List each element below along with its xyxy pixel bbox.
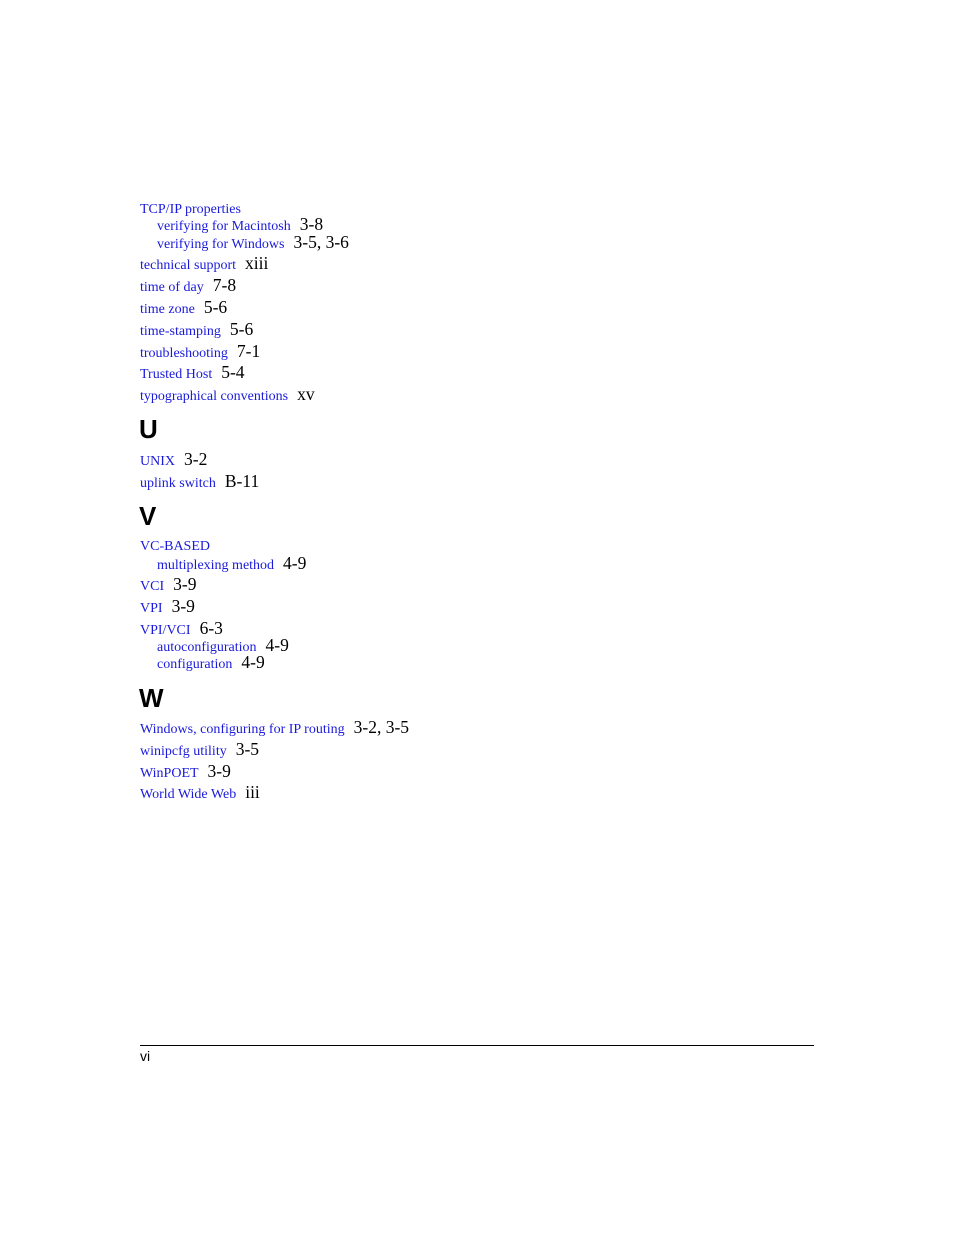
- index-term-link[interactable]: troubleshooting: [140, 346, 228, 361]
- page-reference: 5-4: [221, 362, 245, 382]
- index-term-link[interactable]: WinPOET: [140, 766, 199, 781]
- page-reference: 4-9: [241, 652, 265, 672]
- index-term-link[interactable]: verifying for Windows: [157, 237, 285, 252]
- index-subentry: [157, 234, 349, 252]
- footer-divider: [140, 1045, 814, 1046]
- page-number: vi: [140, 1048, 151, 1064]
- page-reference: 3-8: [299, 214, 324, 234]
- index-subentry: [157, 637, 289, 655]
- index-entry: [140, 451, 207, 469]
- index-term-link[interactable]: VC-BASED: [140, 539, 211, 554]
- index-subentry: [157, 654, 265, 672]
- index-entry: [140, 473, 259, 491]
- page-reference: xiii: [245, 253, 269, 273]
- index-term-link[interactable]: UNIX: [140, 454, 175, 469]
- section-letter-w: W: [139, 683, 164, 713]
- index-entry: [140, 538, 210, 554]
- index-entry: [140, 277, 236, 295]
- index-entry: [140, 741, 259, 759]
- index-entry: [140, 343, 260, 361]
- index-term-link[interactable]: World Wide Web: [140, 787, 237, 802]
- index-entry: [140, 784, 260, 802]
- index-entry: [140, 763, 231, 781]
- index-entry: [140, 201, 241, 217]
- index-term-link[interactable]: VPI: [140, 601, 163, 616]
- index-term-link[interactable]: verifying for Macintosh: [157, 219, 291, 234]
- index-term-link[interactable]: Trusted Host: [140, 367, 213, 382]
- index-entry: [140, 576, 196, 594]
- index-term-link[interactable]: technical support: [140, 258, 237, 273]
- page-reference: 6-3: [199, 618, 223, 638]
- index-term-link[interactable]: typographical conventions: [140, 389, 289, 404]
- page-reference: 5-6: [203, 297, 228, 317]
- index-term-link[interactable]: time zone: [140, 302, 195, 317]
- index-entry: [140, 719, 409, 737]
- page-reference: xv: [297, 384, 315, 404]
- index-term-link[interactable]: multiplexing method: [157, 558, 275, 573]
- index-term-link[interactable]: autoconfiguration: [157, 640, 257, 655]
- section-letter-v: V: [139, 501, 157, 531]
- index-entry: [140, 620, 223, 638]
- index-term-link[interactable]: winipcfg utility: [140, 744, 227, 759]
- index-term-link[interactable]: TCP/IP properties: [140, 202, 241, 217]
- index-term-link[interactable]: Windows, configuring for IP routing: [140, 722, 345, 737]
- page-reference: 3-9: [173, 574, 197, 594]
- page-reference: iii: [245, 782, 260, 802]
- index-term-link[interactable]: VCI: [140, 579, 165, 594]
- index-term-link[interactable]: VPI/VCI: [140, 623, 191, 638]
- index-entry: [140, 299, 227, 317]
- index-subentry: [157, 555, 306, 573]
- page-reference: 5-6: [229, 319, 254, 339]
- section-letter-u: U: [139, 414, 158, 444]
- page-reference: 3-5, 3-6: [293, 232, 349, 252]
- page-reference: 3-2, 3-5: [353, 717, 410, 737]
- index-entry: [140, 386, 315, 404]
- page-reference: 3-9: [207, 761, 231, 781]
- page-reference: 3-2: [184, 449, 208, 469]
- index-term-link[interactable]: uplink switch: [140, 476, 216, 491]
- page-reference: 3-5: [235, 739, 260, 759]
- index-entry: [140, 364, 245, 382]
- page-reference: 3-9: [171, 596, 195, 616]
- page-reference: 7-8: [212, 275, 237, 295]
- index-entry: [140, 321, 253, 339]
- page-reference: 4-9: [265, 635, 289, 655]
- index-term-link[interactable]: configuration: [157, 657, 233, 672]
- index-term-link[interactable]: time of day: [140, 280, 204, 295]
- index-term-link[interactable]: time-stamping: [140, 324, 221, 339]
- page-reference: B-11: [224, 471, 260, 491]
- index-entry: [140, 255, 268, 273]
- index-entry: [140, 598, 195, 616]
- page-reference: 7-1: [236, 341, 261, 361]
- page-reference: 4-9: [283, 553, 307, 573]
